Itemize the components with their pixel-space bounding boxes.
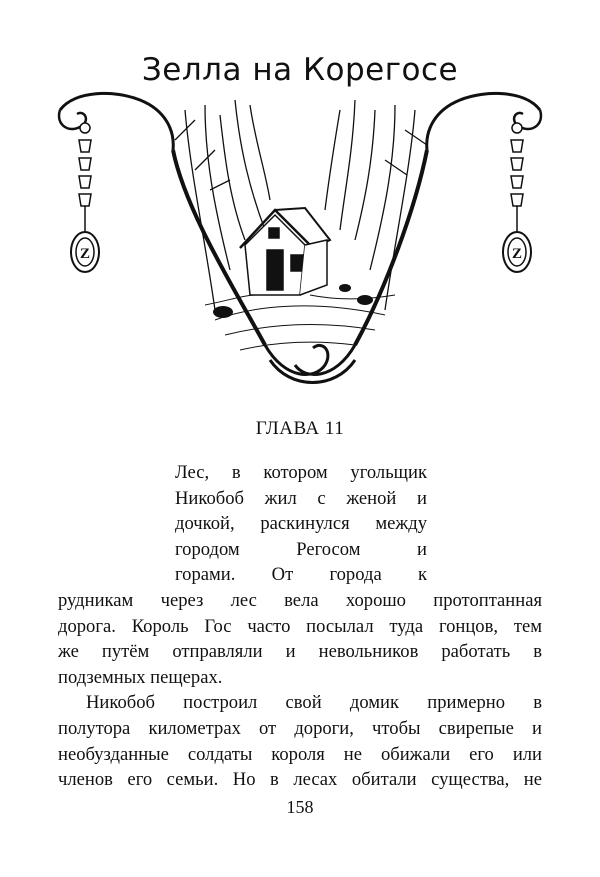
text-line: дорога. Король Гос часто посылал туда гонцов, тем bbox=[58, 615, 542, 637]
paragraph-1-wrap-lines bbox=[175, 460, 427, 588]
text-line: подземных пещерах. bbox=[58, 666, 223, 688]
text-line: Никобоб жил с женой и bbox=[175, 487, 427, 509]
text-line: членов его семьи. Но в лесах обитали существа, не bbox=[58, 769, 542, 791]
right-emblem-letter: Z bbox=[511, 246, 523, 262]
text-line: горами. От города к bbox=[175, 564, 427, 586]
paragraph-2 bbox=[58, 690, 542, 792]
text-line: дочкой, раскинулся между bbox=[175, 513, 427, 535]
text-line: необузданные солдаты короля не обижали его или bbox=[58, 743, 542, 765]
left-emblem-letter: Z bbox=[79, 246, 91, 262]
body-text bbox=[58, 460, 542, 793]
page-number: 158 bbox=[286, 797, 314, 817]
forest-cottage-illustration bbox=[55, 90, 545, 390]
chapter-heading: ГЛАВА 11 bbox=[255, 418, 345, 439]
cottage bbox=[240, 208, 330, 295]
text-line: городом Регосом и bbox=[175, 538, 427, 560]
text-line: полутора километрах от дороги, чтобы свирепые и bbox=[58, 717, 542, 739]
text-line: Лес, в котором угольщик bbox=[175, 462, 427, 483]
right-scroll-ornament bbox=[295, 93, 541, 374]
running-header-title: Зелла на Корегосе bbox=[141, 52, 459, 88]
text-line: же путём отправляли и невольников работать в bbox=[58, 641, 542, 663]
text-line: рудникам через лес вела хорошо протоптанная bbox=[58, 589, 542, 611]
text-line: Никобоб построил свой домик примерно в bbox=[86, 692, 542, 714]
paragraph-1-full-lines bbox=[58, 588, 542, 690]
